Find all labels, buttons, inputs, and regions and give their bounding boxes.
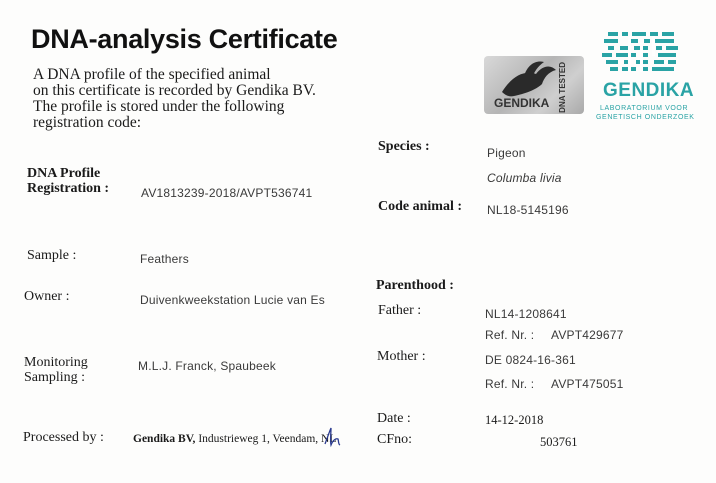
intro-line-3: The profile is stored under the following	[33, 98, 285, 115]
owner-label: Owner :	[24, 289, 70, 304]
dna-grid-logo-icon	[600, 30, 684, 80]
father-label: Father :	[378, 303, 422, 318]
profile-value: AV1813239-2018/AVPT536741	[141, 186, 313, 200]
code-animal-label: Code animal :	[378, 199, 462, 214]
dna-tested-seal	[484, 56, 584, 114]
code-animal-value: NL18-5145196	[487, 203, 569, 217]
mother-value: DE 0824-16-361	[485, 353, 576, 367]
cfno-label: CFno:	[377, 432, 413, 447]
mother-ref-value: AVPT475051	[551, 377, 624, 391]
parenthood-label: Parenthood :	[376, 278, 454, 293]
father-ref-label: Ref. Nr. :	[485, 328, 535, 342]
processed-address: Industrieweg 1, Veendam, NL	[195, 433, 337, 445]
certificate-title: DNA-analysis Certificate	[31, 24, 338, 54]
monitoring-label-1: Monitoring	[24, 355, 88, 370]
species-common: Pigeon	[487, 146, 526, 160]
cfno-value: 503761	[540, 435, 578, 449]
father-value: NL14-1208641	[485, 307, 567, 321]
date-label: Date :	[377, 411, 411, 426]
mother-label: Mother :	[377, 349, 426, 364]
seal-brand: GENDIKA	[494, 96, 550, 110]
sample-value: Feathers	[140, 252, 189, 266]
sample-label: Sample :	[27, 248, 77, 263]
monitoring-value: M.L.J. Franck, Spaubeek	[138, 359, 276, 373]
profile-label-2: Registration :	[27, 181, 110, 196]
intro-line-2: on this certificate is recorded by Gendika BV.	[33, 82, 316, 99]
signature-mark	[322, 426, 342, 448]
logo-subtitle-1: LABORATORIUM VOOR	[600, 105, 689, 112]
processed-value	[133, 433, 336, 445]
owner-value: Duivenkweekstation Lucie van Es	[140, 293, 325, 307]
processed-company: Gendika BV,	[133, 433, 196, 445]
species-label: Species :	[378, 139, 430, 154]
species-latin: Columba livia	[487, 171, 562, 185]
intro-line-4: registration code:	[33, 114, 142, 131]
date-value: 14-12-2018	[485, 413, 544, 427]
logo-wordmark: GENDIKA	[603, 80, 695, 101]
gendika-logo	[596, 30, 695, 130]
mother-ref-label: Ref. Nr. :	[485, 377, 535, 391]
father-ref-value: AVPT429677	[551, 328, 624, 342]
seal-tag: DNA TESTED	[558, 62, 567, 113]
monitoring-label-2: Sampling :	[24, 370, 86, 385]
profile-label-1: DNA Profile	[27, 166, 101, 181]
intro-line-1: A DNA profile of the specified animal	[33, 66, 271, 83]
logo-subtitle-2: GENETISCH ONDERZOEK	[596, 114, 695, 121]
processed-label: Processed by :	[23, 430, 104, 445]
